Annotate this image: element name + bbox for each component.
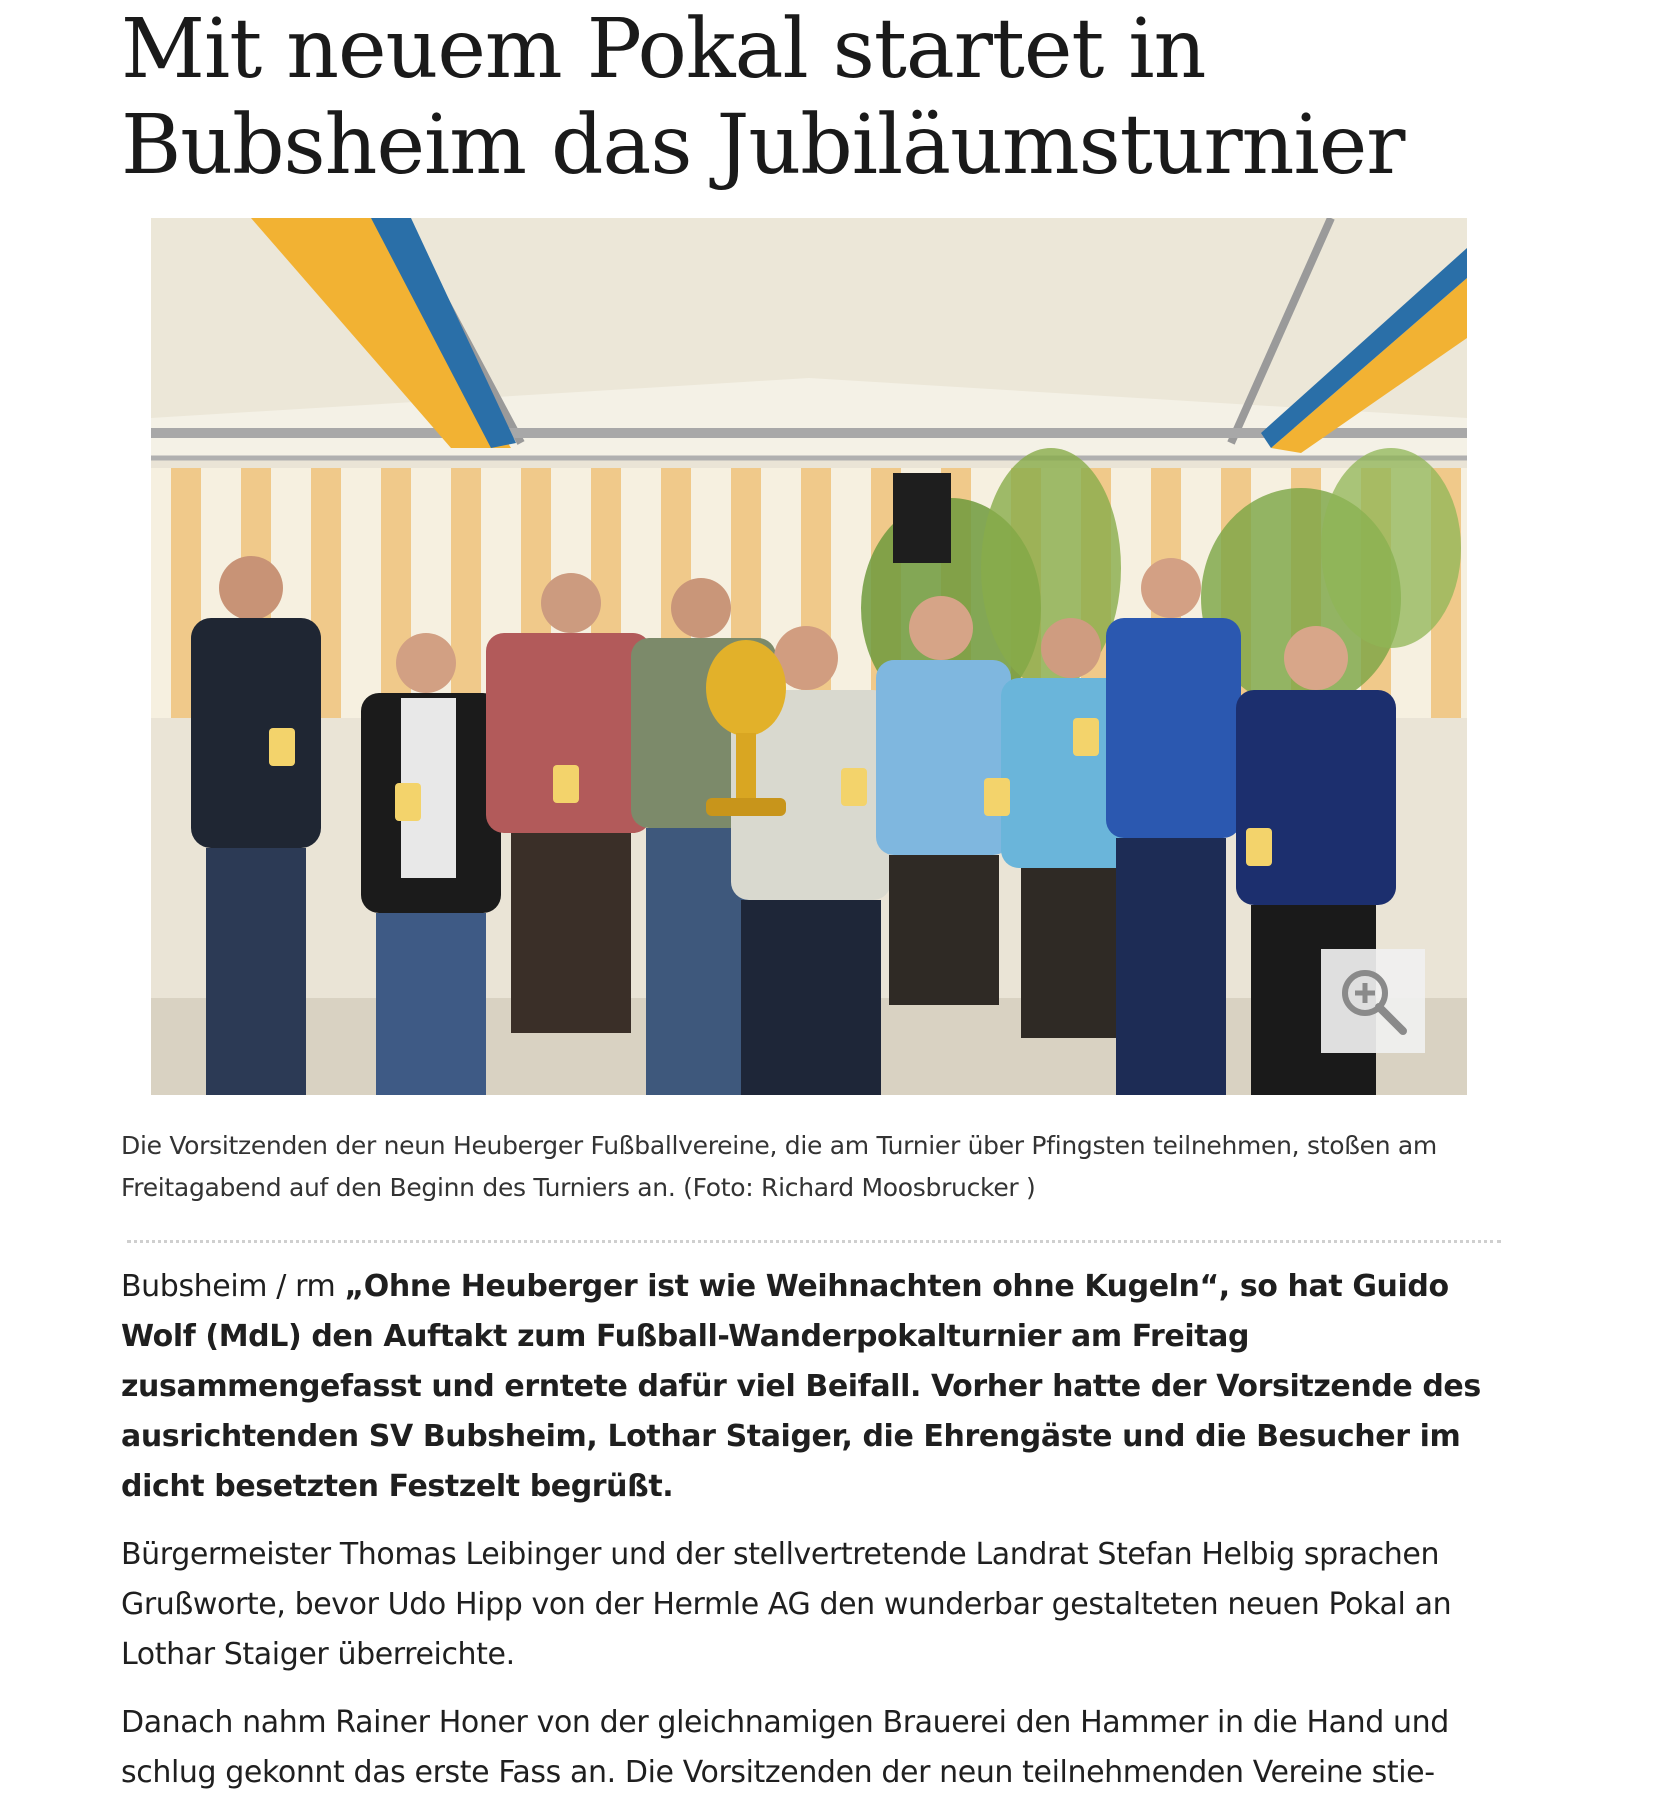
- zoom-in-icon: [1335, 963, 1411, 1039]
- paragraph-2: Bürgermeister Thomas Leibinger und der stellvertretende Landrat Stefan Helbig sprachen Grußworte, bevor Udo Hipp von der Hermle AG den wunderbar gestalteten neuen Pokal an Lothar Staiger überreichte.: [121, 1537, 1452, 1672]
- article-body: [121, 1262, 1501, 1816]
- headline-line-1: Mit neuem Pokal startet in: [121, 2, 1206, 97]
- article-headline: [121, 0, 1501, 194]
- photo-caption: Die Vorsitzenden der neun Heuberger Fußballvereine, die am Turnier über Pfingsten teilnehmen, stoßen am Freitagabend auf den Beginn des Turniers an. (Foto: Richard Moosbrucker ): [121, 1131, 1437, 1202]
- article-photo[interactable]: [151, 218, 1467, 1095]
- article: [121, 0, 1501, 1790]
- headline-line-2: Bubsheim das Jubiläumsturnier: [121, 98, 1405, 193]
- lead-paragraph: [121, 1262, 1501, 1512]
- zoom-button[interactable]: [1321, 949, 1425, 1053]
- caption-divider: [127, 1240, 1501, 1243]
- paragraph-3: Danach nahm Rainer Honer von der gleichnamigen Brauerei den Hammer in die Hand und schlug gekonnt das erste Fass an. Die Vorsitzenden der neun teilnehmenden Vereine stie-: [121, 1705, 1449, 1790]
- lead-text: „Ohne Heuberger ist wie Weihnachten ohne Kugeln“, so hat Guido Wolf (MdL) den Auftakt zum Fußball-Wanderpokalturnier am Freitag zusammengefasst und erntete dafür viel Beifall. Vorher hatte der Vorsitzende des ausrichtenden SV Bubsheim, Lothar Staiger, die Ehrengäste und die Besucher im dicht besetzten Festzelt begrüßt.: [121, 1269, 1481, 1504]
- dateline: Bubsheim / rm: [121, 1269, 345, 1304]
- photo-illustration: [151, 218, 1467, 1095]
